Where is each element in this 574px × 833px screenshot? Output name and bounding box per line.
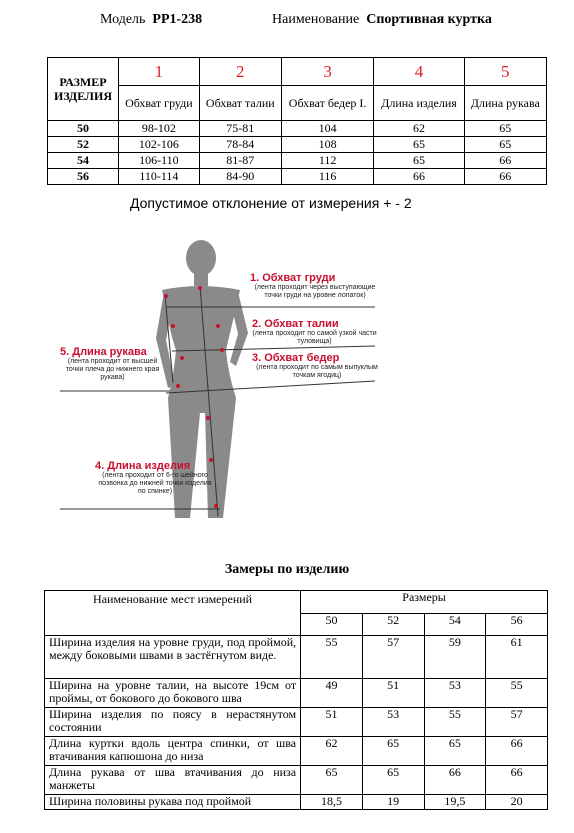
- size-cell: 52: [48, 137, 119, 153]
- label-desc: (лента проходит от 6-го шейного позвонка до нижней точки изделия по спинке): [98, 472, 212, 495]
- measurement-figure: [40, 238, 540, 538]
- row-name: Ширина изделия на уровне груди, под проймой, между боковыми швами в застёгнутом виде.: [45, 636, 301, 679]
- value-cell: 51: [301, 708, 363, 737]
- value-cell: 75-81: [199, 121, 281, 137]
- label-sleeve: [60, 346, 165, 382]
- row-name: Ширина изделия по поясу в нерастянутом состоянии: [45, 708, 301, 737]
- value-cell: 19: [362, 795, 424, 810]
- label-title: 5. Длина рукава: [60, 346, 147, 358]
- name-label: Наименование: [272, 12, 360, 27]
- label-desc: (лента проходит через выступающие точки груди на уровне лопаток): [254, 284, 376, 299]
- value-cell: 66: [464, 169, 546, 185]
- value-cell: 65: [362, 766, 424, 795]
- size-table: [47, 57, 547, 185]
- value-cell: 57: [362, 636, 424, 679]
- value-cell: 66: [464, 153, 546, 169]
- size-corner-label: РАЗМЕР ИЗДЕЛИЯ: [48, 58, 119, 121]
- table-row: [48, 137, 547, 153]
- value-cell: 78-84: [199, 137, 281, 153]
- column-header: Длина рукава: [464, 86, 546, 121]
- value-cell: 49: [301, 679, 363, 708]
- column-header: Обхват бедер I.: [281, 86, 374, 121]
- label-length: [95, 460, 215, 496]
- value-cell: 98-102: [119, 121, 200, 137]
- column-number: 1: [119, 58, 200, 86]
- value-cell: 57: [486, 708, 548, 737]
- size-cell: 56: [48, 169, 119, 185]
- value-cell: 59: [424, 636, 486, 679]
- label-title: 3. Обхват бедер: [252, 352, 340, 364]
- value-cell: 62: [301, 737, 363, 766]
- product-name-heading: [272, 12, 492, 28]
- header-right: Размеры: [301, 591, 548, 614]
- label-waist: [252, 318, 377, 346]
- value-cell: 65: [424, 737, 486, 766]
- value-cell: 66: [424, 766, 486, 795]
- value-cell: 55: [424, 708, 486, 737]
- table-row: [45, 766, 548, 795]
- column-number: 5: [464, 58, 546, 86]
- model-label: Модель: [100, 12, 146, 27]
- measurement-table: [44, 590, 548, 810]
- table-row: [48, 153, 547, 169]
- value-cell: 55: [486, 679, 548, 708]
- size-header: 54: [424, 613, 486, 636]
- value-cell: 112: [281, 153, 374, 169]
- table-row: [48, 121, 547, 137]
- model-value: PP1-238: [152, 12, 203, 27]
- label-desc: (лента проходит по самой узкой части туловища): [252, 330, 377, 345]
- value-cell: 66: [374, 169, 464, 185]
- label-desc: (лента проходит по самым выпуклым точкам ягодиц): [256, 364, 378, 379]
- label-title: 4. Длина изделия: [95, 460, 191, 472]
- value-cell: 66: [486, 766, 548, 795]
- column-number: 3: [281, 58, 374, 86]
- value-cell: 19,5: [424, 795, 486, 810]
- section-title: Замеры по изделию: [224, 562, 350, 577]
- value-cell: 65: [374, 153, 464, 169]
- size-header: 56: [486, 613, 548, 636]
- row-name: Ширина на уровне талии, на высоте 19см от проймы, от бокового до бокового шва: [45, 679, 301, 708]
- table-row: [45, 795, 548, 810]
- size-cell: 54: [48, 153, 119, 169]
- table-row: [45, 708, 548, 737]
- value-cell: 20: [486, 795, 548, 810]
- size-header: 52: [362, 613, 424, 636]
- tolerance-note: Допустимое отклонение от измерения + - 2: [130, 195, 412, 211]
- value-cell: 104: [281, 121, 374, 137]
- value-cell: 66: [486, 737, 548, 766]
- size-cell: 50: [48, 121, 119, 137]
- label-hips: [252, 352, 382, 380]
- label-desc: (лента проходит от высшей точки плеча до нижнего края рукава): [65, 358, 160, 381]
- model-heading: [100, 12, 202, 28]
- value-cell: 51: [362, 679, 424, 708]
- value-cell: 55: [301, 636, 363, 679]
- value-cell: 65: [301, 766, 363, 795]
- value-cell: 62: [374, 121, 464, 137]
- size-header: 50: [301, 613, 363, 636]
- column-header: Длина изделия: [374, 86, 464, 121]
- table-row: [45, 737, 548, 766]
- row-name: Длина куртки вдоль центра спинки, от шва втачивания капюшона до низа: [45, 737, 301, 766]
- value-cell: 110-114: [119, 169, 200, 185]
- value-cell: 65: [374, 137, 464, 153]
- value-cell: 65: [464, 137, 546, 153]
- value-cell: 108: [281, 137, 374, 153]
- value-cell: 84-90: [199, 169, 281, 185]
- label-title: 1. Обхват груди: [250, 272, 336, 284]
- column-header: Обхват талии: [199, 86, 281, 121]
- column-header: Обхват груди: [119, 86, 200, 121]
- value-cell: 53: [424, 679, 486, 708]
- label-chest: [250, 272, 380, 300]
- value-cell: 65: [362, 737, 424, 766]
- column-number: 2: [199, 58, 281, 86]
- value-cell: 18,5: [301, 795, 363, 810]
- row-name: Длина рукава от шва втачивания до низа манжеты: [45, 766, 301, 795]
- value-cell: 53: [362, 708, 424, 737]
- value-cell: 61: [486, 636, 548, 679]
- name-value: Спортивная куртка: [366, 12, 492, 27]
- value-cell: 102-106: [119, 137, 200, 153]
- value-cell: 116: [281, 169, 374, 185]
- header-left: Наименование мест измерений: [45, 591, 301, 636]
- table-row: [48, 169, 547, 185]
- label-title: 2. Обхват талии: [252, 318, 339, 330]
- value-cell: 65: [464, 121, 546, 137]
- row-name: Ширина половины рукава под проймой: [45, 795, 301, 810]
- table-row: [45, 679, 548, 708]
- value-cell: 81-87: [199, 153, 281, 169]
- column-number: 4: [374, 58, 464, 86]
- table-row: [45, 636, 548, 679]
- value-cell: 106-110: [119, 153, 200, 169]
